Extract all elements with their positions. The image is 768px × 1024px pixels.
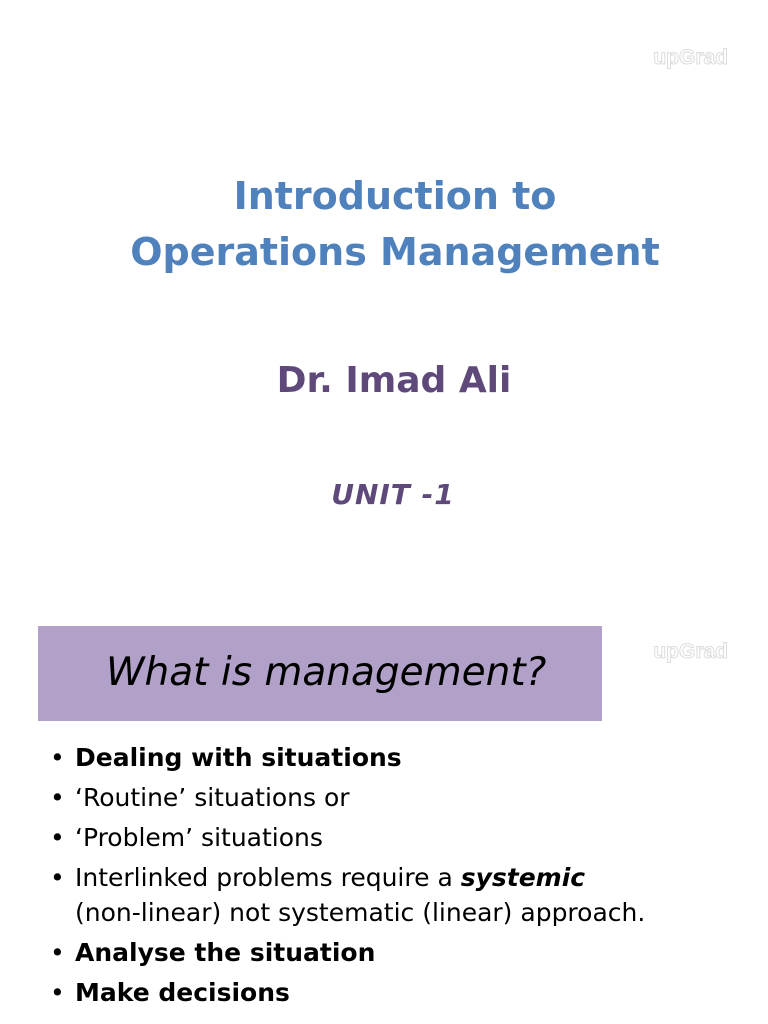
watermark-logo: upGrad bbox=[653, 46, 728, 69]
bullet-text: Analyse the situation bbox=[75, 938, 376, 967]
bullet-list bbox=[50, 740, 750, 1015]
bullet-icon: • bbox=[50, 938, 65, 967]
list-item bbox=[50, 740, 750, 775]
unit-label: UNIT -1 bbox=[331, 478, 455, 511]
title-line-1: Introduction to bbox=[233, 174, 557, 218]
slide-title bbox=[0, 168, 768, 280]
author-name: Dr. Imad Ali bbox=[276, 360, 512, 401]
bullet-icon: • bbox=[50, 978, 65, 1007]
watermark-logo-2: upGrad bbox=[653, 640, 728, 663]
list-item bbox=[50, 975, 750, 1010]
bullet-icon: • bbox=[50, 863, 65, 892]
bullet-text: ‘Problem’ situations bbox=[75, 823, 323, 852]
bullet-icon: • bbox=[50, 743, 65, 772]
bullet-icon: • bbox=[50, 823, 65, 852]
bullet-text-prefix: Interlinked problems require a bbox=[75, 863, 461, 892]
title-line-2: Operations Management bbox=[130, 230, 660, 274]
slide-heading-banner bbox=[38, 626, 602, 721]
list-item bbox=[50, 860, 750, 930]
slide-heading: What is management? bbox=[106, 650, 547, 695]
bullet-icon: • bbox=[50, 783, 65, 812]
list-item bbox=[50, 935, 750, 970]
bullet-emphasis: systemic bbox=[460, 863, 586, 892]
bullet-text: ‘Routine’ situations or bbox=[75, 783, 350, 812]
bullet-continuation: (non-linear) not systematic (linear) approach. bbox=[75, 898, 646, 927]
bullet-text: Dealing with situations bbox=[75, 743, 402, 772]
list-item bbox=[50, 780, 750, 815]
bullet-text: Make decisions bbox=[75, 978, 290, 1007]
list-item bbox=[50, 820, 750, 855]
